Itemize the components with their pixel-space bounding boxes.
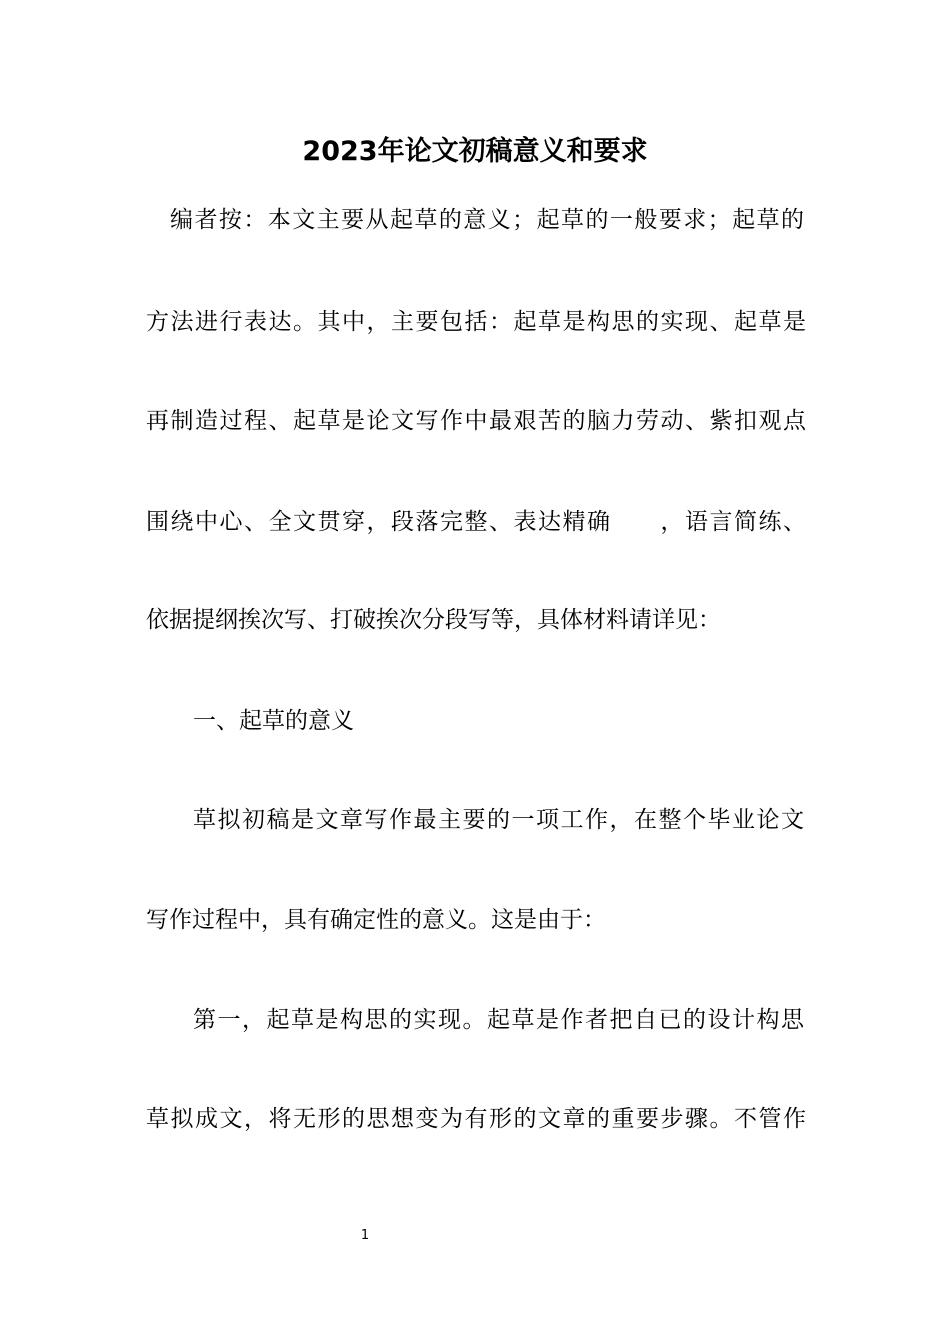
paragraph-line: 再制造过程、起草是论文写作中最艰苦的脑力劳动、紫扣观点 <box>146 408 806 434</box>
paragraph-line: 依据提纲挨次写、打破挨次分段写等，具体材料请详见： <box>146 607 721 633</box>
paragraph-line: 编者按：本文主要从起草的意义；起草的一般要求；起草的 <box>170 207 804 233</box>
document-title: 2023年论文初稿意义和要求 <box>302 136 648 167</box>
paragraph-line: 第一，起草是构思的实现。起草是作者把自已的设计构思 <box>193 1007 804 1033</box>
paragraph-line: 写作过程中，具有确定性的意义。这是由于： <box>146 907 606 933</box>
paragraph-line: 方法进行表达。其中，主要包括：起草是构思的实现、起草是 <box>146 309 806 335</box>
paragraph-line: 围绕中心、全文贯穿，段落完整、表达精确 ，语言简练、 <box>146 509 806 535</box>
page-number: 1 <box>360 1228 370 1243</box>
section-heading: 一、起草的意义 <box>193 708 354 734</box>
paragraph-line: 草拟初稿是文章写作最主要的一项工作，在整个毕业论文 <box>193 807 804 833</box>
paragraph-line: 草拟成文，将无形的思想变为有形的文章的重要步骤。不管作 <box>146 1106 806 1132</box>
